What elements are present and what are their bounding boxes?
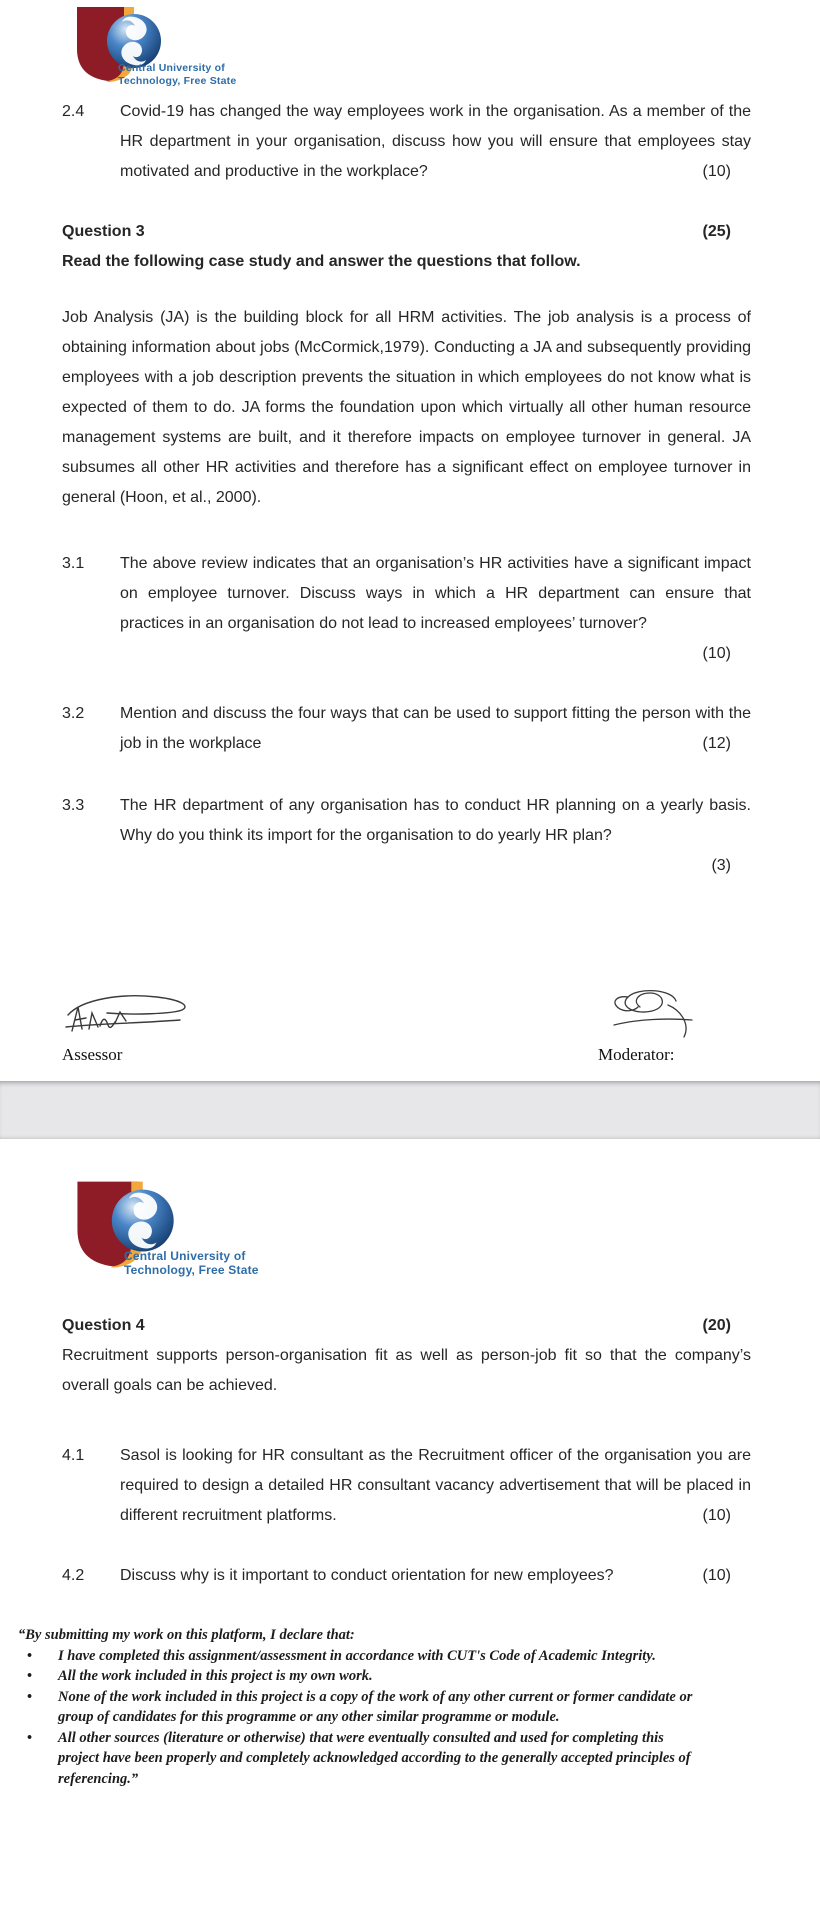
moderator-label: Moderator:: [598, 1045, 675, 1064]
question-4-intro: Recruitment supports person-organisation fit as well as person-job fit so that the company’s overall goals can be achieved.: [62, 1347, 751, 1394]
declaration-item: • None of the work included in this project is a copy of the work of any other current or former candidate or group of candidates for this programme or any other similar programme or module.: [18, 1687, 700, 1728]
question-4-heading: [62, 1311, 751, 1341]
assessor-signature: [62, 987, 192, 1043]
question-mark: (10): [702, 1567, 731, 1584]
cut-logo: [74, 0, 374, 97]
document-page-2: [0, 1139, 820, 1920]
question-3-1: [62, 549, 751, 669]
moderator-signature: [598, 985, 708, 1043]
question-number: 3.3: [62, 797, 85, 814]
assessor-label: Assessor: [62, 1045, 123, 1064]
case-study-instruction: Read the following case study and answer the questions that follow.: [62, 253, 581, 270]
university-name: [118, 62, 236, 87]
declaration-item: • I have completed this assignment/assessment in accordance with CUT's Code of Academic Integrity.: [18, 1646, 700, 1667]
question-text: Discuss why is it important to conduct orientation for new employees?: [120, 1567, 614, 1584]
declaration-item: • All other sources (literature or otherwise) that were eventually consulted and used for completing this project have been properly and completely acknowledged according to the generally accepted principles of referencing.”: [18, 1728, 700, 1790]
question-mark: (12): [702, 735, 731, 752]
question-4-title: Question 4: [62, 1317, 145, 1334]
question-number: 4.2: [62, 1567, 85, 1584]
question-text: Sasol is looking for HR consultant as the Recruitment officer of the organisation you are required to design a detailed HR consultant vacancy advertisement that will be placed in different recruitment platforms.: [120, 1447, 751, 1524]
question-text: The above review indicates that an organisation’s HR activities have a significant impact on employee turnover. Discuss ways in which a HR department can ensure that practices in an organisation do not lead to increased employees’ turnover?: [120, 555, 751, 632]
university-name-line2: Technology, Free State: [124, 1263, 259, 1277]
question-number: 4.1: [62, 1447, 85, 1464]
question-3-title: Question 3: [62, 223, 145, 240]
question-2-4: [62, 97, 751, 187]
question-4-mark: (20): [702, 1317, 731, 1334]
question-mark: (3): [711, 857, 731, 874]
question-text: The HR department of any organisation has to conduct HR planning on a yearly basis. Why do you think its import for the organisation to do yearly HR plan?: [120, 797, 751, 844]
university-name-line1: Central University of: [124, 1249, 246, 1263]
question-mark: (10): [702, 163, 731, 180]
signature-row: [62, 985, 708, 1065]
moderator-block: [598, 985, 708, 1065]
question-3-3: [62, 791, 751, 881]
declaration-header: “By submitting my work on this platform, I declare that:: [18, 1627, 355, 1643]
question-4-2: [62, 1561, 751, 1591]
question-3-mark: (25): [702, 223, 731, 240]
question-text: Covid-19 has changed the way employees work in the organisation. As a member of the HR department in your organisation, discuss how you will ensure that employees stay motivated and productive in the workplace?: [120, 103, 751, 180]
question-3-2: [62, 699, 751, 759]
question-text: Mention and discuss the four ways that can be used to support fitting the person with the job in the workplace: [120, 705, 751, 752]
cut-logo: [74, 1179, 374, 1283]
university-name-line2: Technology, Free State: [118, 74, 237, 87]
question-number: 3.2: [62, 705, 85, 722]
integrity-declaration: [18, 1625, 700, 1789]
declaration-item: • All the work included in this project is my own work.: [18, 1666, 700, 1687]
case-study-paragraph: Job Analysis (JA) is the building block for all HRM activities. The job analysis is a process of obtaining information about jobs (McCormick,1979). Conducting a JA and subsequently providing employees with a job description prevents the situation in which employees do not know what is expected of them to do. JA forms the foundation upon which virtually all other human resource management systems are built, and it therefore impacts on employee turnover in general. JA subsumes all other HR activities and therefore has a significant effect on employee turnover in general (Hoon, et al., 2000).: [62, 309, 751, 506]
question-mark: (10): [702, 1507, 731, 1524]
question-3-heading: [62, 217, 751, 247]
assessor-block: [62, 987, 192, 1065]
page-separator: [0, 1081, 820, 1139]
question-4-1: [62, 1441, 751, 1531]
university-name: [124, 1249, 259, 1277]
question-number: 2.4: [62, 103, 85, 120]
university-name-line1: Central University of: [118, 62, 225, 74]
question-number: 3.1: [62, 555, 85, 572]
question-mark: (10): [702, 645, 731, 662]
declaration-list: [18, 1646, 700, 1790]
